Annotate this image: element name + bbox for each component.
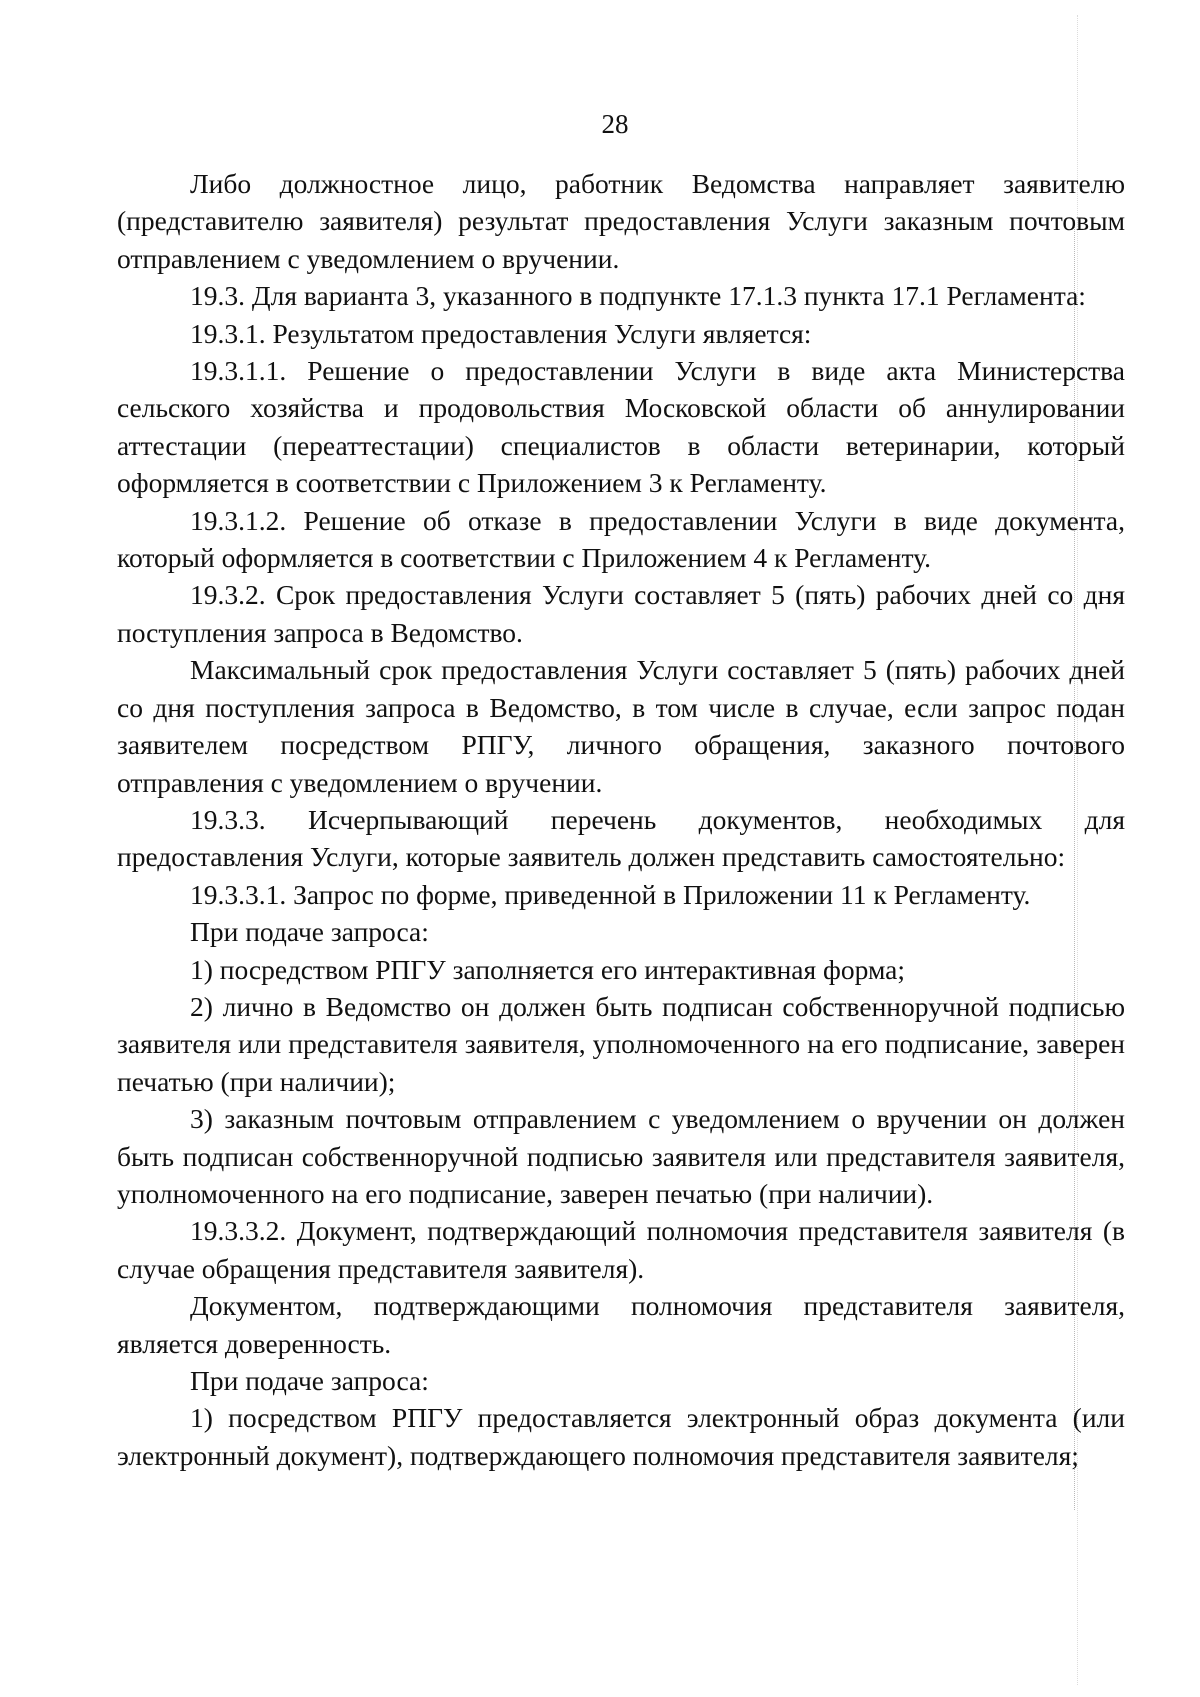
paragraph: Документом, подтверждающими полномочия представителя заявителя, является доверенность. — [117, 1290, 1125, 1359]
paragraph: 19.3.2. Срок предоставления Услуги составляет 5 (пять) рабочих дней со дня поступления запроса в Ведомство. — [117, 579, 1125, 648]
paragraph: 3) заказным почтовым отправлением с уведомлением о вручении он должен быть подписан собственноручной подписью заявителя или представителя заявителя, уполномоченного на его подписание, заверен печатью (при наличии). — [117, 1103, 1125, 1209]
paragraph: 19.3.1.1. Решение о предоставлении Услуги в виде акта Министерства сельского хозяйства и продовольствия Московской области об аннулировании аттестации (переаттестации) специалистов в области ветеринарии, который оформляется в соответствии с Приложением 3 к Регламенту. — [117, 355, 1125, 499]
paragraph: 19.3. Для варианта 3, указанного в подпункте 17.1.3 пункта 17.1 Регламента: — [190, 280, 1086, 312]
paragraph: 19.3.1.2. Решение об отказе в предоставлении Услуги в виде документа, который оформляется в соответствии с Приложением 4 к Регламенту. — [117, 504, 1125, 574]
paragraph: При подаче запроса: — [190, 1365, 429, 1396]
page-number: 28 — [601, 109, 629, 139]
paragraph: Либо должностное лицо, работник Ведомства направляет заявителю (представителю заявителя) результат предоставления Услуги заказным почтовым отправлением с уведомлением о вручении. — [117, 168, 1125, 274]
paragraph: 19.3.3. Исчерпывающий перечень документов, необходимых для предоставления Услуги, которые заявитель должен представить самостоятельно: — [117, 803, 1125, 873]
paragraph: 2) лично в Ведомство он должен быть подписан собственноручной подписью заявителя или представителя заявителя, уполномоченного на его подписание, заверен печатью (при наличии); — [117, 990, 1125, 1097]
paragraph: 19.3.3.1. Запрос по форме, приведенной в Приложении 11 к Регламенту. — [190, 878, 1031, 910]
document-body — [117, 165, 1125, 1474]
paragraph: 19.3.3.2. Документ, подтверждающий полномочия представителя заявителя (в случае обращения представителя заявителя). — [117, 1215, 1125, 1284]
paragraph: Максимальный срок предоставления Услуги составляет 5 (пять) рабочих дней со дня поступления запроса в Ведомство, в том числе в случае, если запрос подан заявителем посредством РПГУ, личного обращения, заказного почтового отправления с уведомлением о вручении. — [117, 654, 1125, 798]
paragraph: 1) посредством РПГУ заполняется его интерактивная форма; — [190, 953, 905, 985]
paragraph: 1) посредством РПГУ предоставляется электронный образ документа (или электронный документ), подтверждающего полномочия представителя заявителя; — [117, 1402, 1125, 1471]
paragraph: При подаче запроса: — [190, 916, 429, 948]
paragraph: 19.3.1. Результатом предоставления Услуги является: — [190, 317, 812, 349]
